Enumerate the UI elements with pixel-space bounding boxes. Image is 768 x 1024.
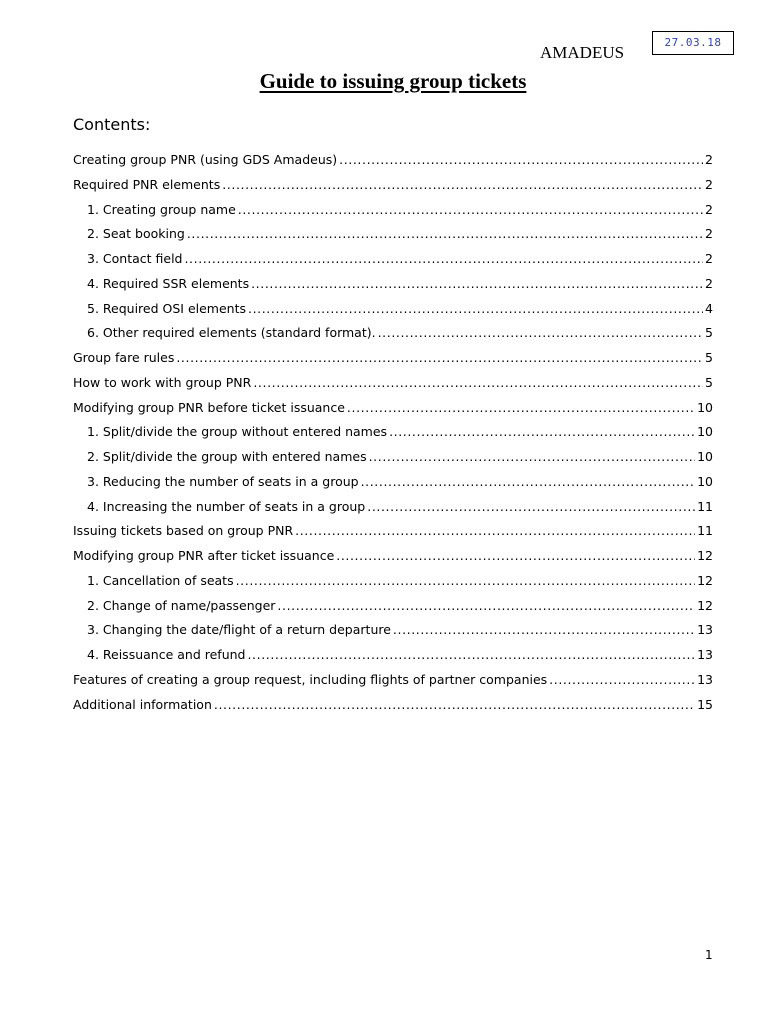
toc-entry-label: 3. Reducing the number of seats in a group — [87, 473, 359, 489]
toc-entry-label: Modifying group PNR before ticket issuance — [73, 399, 345, 415]
toc-entry[interactable] — [73, 297, 713, 322]
toc-dot-leader — [248, 297, 703, 322]
toc-dot-leader — [187, 222, 703, 247]
toc-dot-leader — [253, 371, 703, 396]
toc-entry-label: Group fare rules — [73, 350, 175, 365]
company-name: AMADEUS — [540, 43, 625, 62]
toc-entry-page: 2 — [705, 251, 713, 266]
toc-entry[interactable] — [73, 519, 713, 544]
toc-entry[interactable] — [73, 544, 713, 569]
toc-entry-page: 10 — [697, 399, 713, 415]
toc-entry-label: 6. Other required elements (standard format). — [87, 325, 376, 341]
toc-entry-page: 11 — [697, 498, 713, 514]
toc-entry-page: 15 — [697, 696, 713, 712]
toc-entry-label: 2. Seat booking — [87, 226, 185, 242]
toc-entry-label: 1. Cancellation of seats — [87, 572, 234, 588]
toc-entry-label: How to work with group PNR — [73, 374, 252, 390]
toc-entry-page: 2 — [705, 152, 713, 167]
toc-entry-page: 2 — [705, 176, 713, 192]
toc-entry-label: 4. Increasing the number of seats in a group — [87, 498, 366, 514]
toc-entry[interactable] — [73, 247, 713, 272]
toc-entry[interactable] — [73, 643, 713, 668]
toc-entry-label: Additional information — [73, 696, 212, 712]
table-of-contents — [73, 148, 713, 717]
toc-dot-leader — [336, 544, 695, 569]
toc-entry-page: 12 — [697, 572, 713, 588]
toc-entry[interactable] — [73, 198, 713, 223]
toc-dot-leader — [222, 173, 703, 198]
toc-entry-page: 13 — [697, 622, 713, 638]
toc-entry[interactable] — [73, 693, 713, 718]
toc-dot-leader — [236, 569, 695, 594]
toc-entry-label: 1. Split/divide the group without entered names — [87, 424, 388, 440]
document-title — [0, 68, 768, 94]
toc-entry-page: 12 — [697, 548, 713, 563]
toc-dot-leader — [367, 495, 695, 520]
toc-entry-page: 11 — [697, 523, 713, 539]
toc-entry[interactable] — [73, 321, 713, 346]
toc-entry-page: 2 — [705, 226, 713, 242]
toc-entry-page: 12 — [697, 597, 713, 613]
toc-dot-leader — [295, 519, 695, 544]
toc-entry[interactable] — [73, 470, 713, 495]
toc-entry-label: 2. Change of name/passenger — [87, 597, 276, 613]
toc-entry[interactable] — [73, 668, 713, 693]
toc-entry-label: Features of creating a group request, including flights of partner companies — [73, 671, 548, 687]
toc-entry-label: Creating group PNR (using GDS Amadeus) — [73, 152, 338, 167]
toc-entry[interactable] — [73, 445, 713, 470]
contents-heading: Contents: — [73, 115, 151, 134]
toc-entry-label: Issuing tickets based on group PNR — [73, 523, 294, 539]
date-stamp: 27.03.18 — [652, 31, 734, 55]
toc-entry-page: 13 — [697, 647, 713, 662]
toc-dot-leader — [238, 198, 703, 223]
toc-dot-leader — [247, 643, 695, 668]
toc-entry-page: 2 — [705, 275, 713, 291]
toc-entry-page: 5 — [705, 350, 713, 365]
toc-entry[interactable] — [73, 173, 713, 198]
toc-entry-label: 3. Changing the date/flight of a return departure — [87, 622, 391, 638]
toc-dot-leader — [369, 445, 696, 470]
toc-entry-label: Modifying group PNR after ticket issuance — [73, 548, 335, 563]
toc-entry-label: 4. Reissuance and refund — [87, 647, 246, 662]
toc-entry-label: 3. Contact field — [87, 251, 183, 266]
toc-entry[interactable] — [73, 222, 713, 247]
toc-entry-label: 5. Required OSI elements — [87, 300, 246, 316]
toc-dot-leader — [361, 470, 696, 495]
toc-dot-leader — [549, 668, 695, 693]
toc-entry[interactable] — [73, 272, 713, 297]
toc-entry[interactable] — [73, 594, 713, 619]
toc-entry[interactable] — [73, 495, 713, 520]
toc-dot-leader — [277, 594, 695, 619]
toc-entry-label: 4. Required SSR elements — [87, 275, 250, 291]
toc-entry[interactable] — [73, 148, 713, 173]
toc-dot-leader — [251, 272, 703, 297]
toc-entry-page: 13 — [697, 671, 713, 687]
toc-entry-page: 5 — [705, 374, 713, 390]
toc-entry[interactable] — [73, 371, 713, 396]
toc-dot-leader — [378, 321, 703, 346]
toc-entry-page: 10 — [697, 449, 713, 464]
toc-entry-page: 4 — [705, 300, 713, 316]
toc-dot-leader — [214, 693, 695, 718]
toc-entry[interactable] — [73, 396, 713, 421]
toc-dot-leader — [347, 396, 695, 421]
toc-dot-leader — [339, 148, 703, 173]
toc-entry-label: 1. Creating group name — [87, 201, 236, 217]
toc-entry-page: 2 — [705, 201, 713, 217]
toc-dot-leader — [393, 618, 695, 643]
toc-dot-leader — [389, 420, 695, 445]
toc-entry-page: 10 — [697, 473, 713, 489]
toc-entry[interactable] — [73, 346, 713, 371]
toc-dot-leader — [184, 247, 703, 272]
page-number: 1 — [705, 948, 713, 962]
document-title-text: Guide to issuing group tickets — [259, 69, 527, 93]
toc-entry-page: 5 — [705, 325, 713, 341]
toc-entry[interactable] — [73, 420, 713, 445]
toc-entry[interactable] — [73, 618, 713, 643]
toc-entry-page: 10 — [697, 424, 713, 440]
toc-dot-leader — [176, 346, 703, 371]
toc-entry-label: 2. Split/divide the group with entered names — [87, 449, 367, 464]
toc-entry-label: Required PNR elements — [73, 176, 221, 192]
toc-entry[interactable] — [73, 569, 713, 594]
